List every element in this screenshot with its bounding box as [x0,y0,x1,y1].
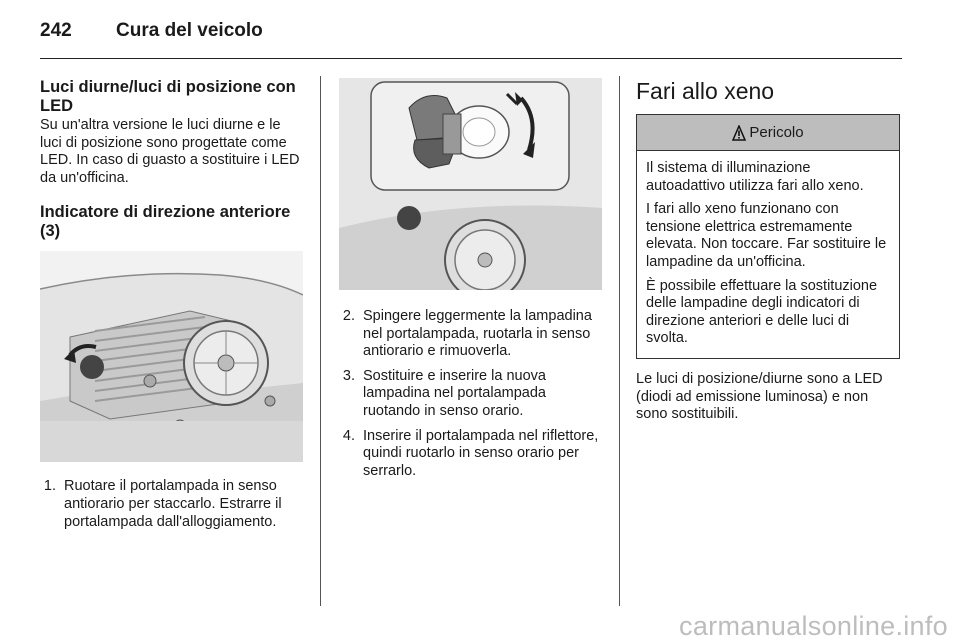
column-divider [320,76,321,606]
column-left [40,78,306,531]
section-title-led: Luci diurne/luci di posizione con LED [40,78,296,115]
step-text: Spingere leggermente la lampadina nel portalampada, ruotarla in senso antiorario e rimuoverla. [363,308,592,360]
list-item [339,368,605,421]
section-body-led: Su un'altra versione le luci diurne e le luci di posizione sono progettate come LED. In caso di guasto a sostituire i LED da un'officina. [40,117,300,186]
indicator-bulb-holder-image [40,251,303,462]
column-middle [339,78,605,480]
section-title-xenon: Fari allo xeno [636,78,775,104]
list-item [339,428,605,481]
watermark: carmanualsonline.info [679,611,948,641]
step-text: Sostituire e inserire la nuova lampadina nel portalampada ruotando in senso orario. [363,367,546,419]
header-rule [40,58,902,59]
warning-label: Pericolo [749,124,804,141]
list-item [40,478,306,531]
warning-paragraph: Il sistema di illuminazione autoadattivo utilizza fari allo xeno. [646,160,864,194]
chapter-title: Cura del veicolo [116,20,263,41]
bulb-illustration [339,78,602,290]
indicator-illustration [40,251,303,462]
steps-list-1 [40,478,306,531]
bulb-removal-image [339,78,602,290]
warning-header [637,115,899,151]
step-number: 2. [342,308,355,324]
led-note: Le luci di posizione/diurne sono a LED (diodi ad emissione luminosa) e non sono sostituibili. [636,370,883,423]
step-text: Inserire il portalampada nel riflettore, quindi ruotarlo in senso orario per serrarlo. [363,427,599,479]
step-number: 4. [342,427,355,444]
section-title-indicator: Indicatore di direzione anteriore (3) [40,203,291,241]
column-divider [619,76,620,606]
step-number: 3. [342,367,355,384]
steps-list-2 [339,308,605,480]
step-text: Ruotare il portalampada in senso antiorario per staccarlo. Estrarre il portalampada dall'alloggiamento. [64,478,282,530]
column-right [636,78,902,424]
warning-box [636,114,900,359]
warning-paragraph: I fari allo xeno funzionano con tensione elettrica estremamente elevata. Non toccare. Far sostituire le lampadine da un'officina. [646,201,887,270]
list-item [339,308,605,361]
warning-paragraph: È possibile effettuare la sostituzione delle lampadine degli indicatori di direzione anteriori e delle luci di svolta. [646,277,878,347]
step-number: 1. [43,478,56,495]
page-header [40,20,263,46]
warning-body [637,151,899,358]
page-number: 242 [40,20,72,41]
warning-triangle-icon [732,125,746,141]
